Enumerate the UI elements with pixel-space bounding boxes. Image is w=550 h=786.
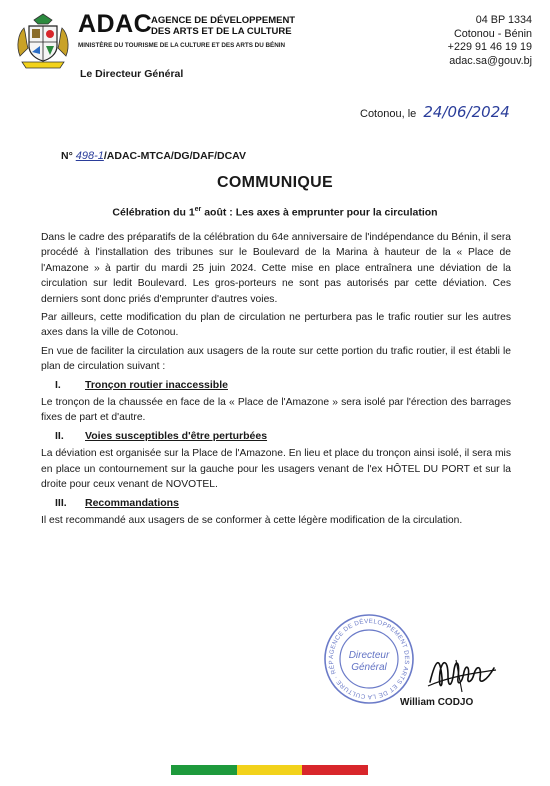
benin-coat-of-arms-icon [14, 12, 72, 70]
subtitle-start: Célébration du 1 [112, 206, 195, 219]
flag-red-band [302, 765, 368, 775]
section-heading-2 [41, 429, 511, 444]
document-title: COMMUNIQUE [217, 174, 333, 191]
communique-body [41, 230, 511, 531]
section-title: Recommandations [85, 496, 179, 509]
signer-name: William CODJO [400, 697, 474, 708]
flag-green-band [171, 765, 237, 775]
flag-yellow-band [237, 765, 303, 775]
paragraph-traffic: Par ailleurs, cette modification du plan de circulation ne perturbera pas le trafic routier sur les autres axes dans la ville de Cotonou. [41, 312, 511, 339]
section-number: II. [55, 429, 64, 442]
contact-city: Cotonou - Bénin [453, 27, 532, 40]
section-heading-1 [41, 378, 511, 393]
place-date [360, 103, 510, 121]
contact-email: adac.sa@gouv.bj [449, 54, 532, 67]
reference-prefix: N° [61, 150, 73, 162]
subtitle-superscript: er [194, 206, 202, 213]
section-text-3: Il est recommandé aux usagers de se conformer à cette légère modification de la circulation. [41, 514, 463, 526]
reference-handwritten-number: 498-1 [75, 150, 104, 162]
contact-phone: +229 91 46 19 19 [447, 41, 532, 53]
org-name-line1: AGENCE DE DÉVELOPPEMENT [151, 15, 296, 26]
reference-suffix: /ADAC-MTCA/DG/DAF/DCAV [103, 150, 246, 162]
stamp-ring-text: AGENCE DE DÉVELOPPEMENT DES ARTS ET DE LA CULTURE · RÉP [327, 617, 411, 701]
section-number: III. [55, 496, 67, 509]
flag-stripe [171, 765, 368, 775]
section-text-2: La déviation est organisée sur la Place de l'Amazone. En lieu et place du tronçon ainsi isolé, il sera mis en place un contournement sur la gauche pour les usagers venant de l'ex HÔTEL DU PORT et sur la droite pour ceux venant de NOVOTEL. [41, 448, 511, 491]
stamp-center-line2: Général [351, 662, 387, 673]
section-number: I. [55, 378, 61, 391]
ministry-name: MINISTÈRE DU TOURISME DE LA CULTURE ET DES ARTS DU BÉNIN [78, 42, 286, 49]
section-heading-3 [41, 496, 511, 511]
contact-block [448, 14, 532, 68]
stamp-center-line1: Directeur [348, 650, 390, 661]
reference-number [61, 150, 246, 162]
official-stamp [322, 612, 416, 706]
paragraph-intro: Dans le cadre des préparatifs de la célébration du 64e anniversaire de l'indépendance du Bénin, il sera procédé à l'installation des tribunes sur le Boulevard de la Marina à hauteur de la « Place de l'Amazone » à partir du mardi 25 juin 2024. Cette mise en place entraînera une déviation de la circulation sur ledit Boulevard. Les gros-porteurs ne sont pas autorisés par cette déviation. Ces derniers sont donc priés d'emprunter d'autres voies. [41, 232, 511, 305]
org-full-name [151, 16, 301, 37]
subtitle-end: août : Les axes à emprunter pour la circulation [201, 206, 438, 219]
director-title: Le Directeur Général [80, 68, 184, 80]
handwritten-date: 24/06/2024 [423, 103, 510, 121]
section-title: Voies susceptibles d'être perturbées [85, 429, 268, 442]
place-label: Cotonou, le [360, 108, 417, 120]
handwritten-signature-icon [426, 648, 498, 698]
section-text-1: Le tronçon de la chaussée en face de la « Place de l'Amazone » sera isolé par l'érection des barrages fixes de part et d'autre. [41, 397, 511, 424]
paragraph-plan: En vue de faciliter la circulation aux usagers de la route sur cette portion du trafic routier, il est établi le plan de circulation suivant : [41, 345, 511, 373]
org-name-line2: DES ARTS ET DE LA CULTURE [151, 25, 292, 37]
section-title: Tronçon routier inaccessible [85, 378, 228, 391]
org-abbreviation: ADAC [78, 10, 153, 38]
document-subtitle [0, 206, 550, 219]
contact-postal: 04 BP 1334 [475, 14, 532, 26]
